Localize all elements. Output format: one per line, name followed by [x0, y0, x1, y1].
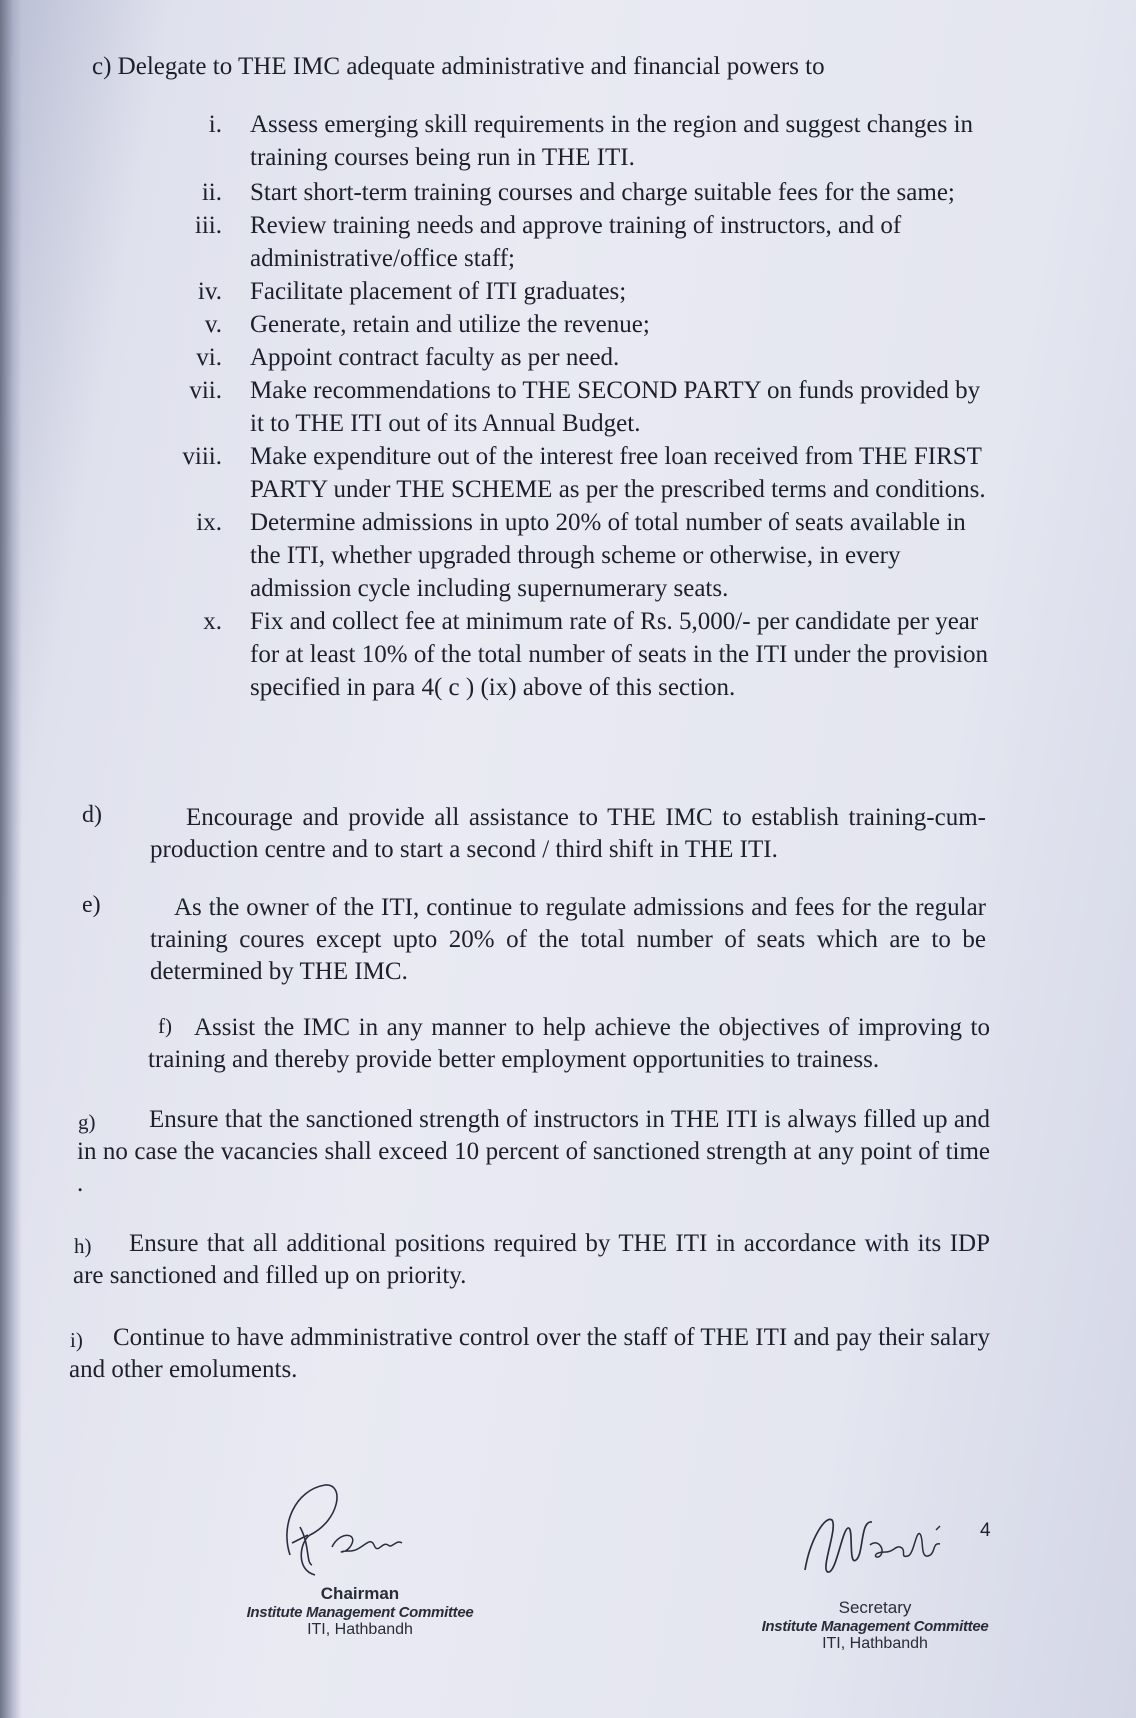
section-d-text: Encourage and provide all assistance to THE IMC to establish training-cum-production centre and to start a second / third shift in THE ITI.	[150, 804, 986, 863]
list-item	[160, 108, 1000, 174]
chairman-org: Institute Management Committee	[246, 1604, 474, 1621]
chairman-signature	[270, 1475, 440, 1585]
list-item-text: Determine admissions in upto 20% of total number of seats available in the ITI, whether upgraded through scheme or otherwise, in every admission cycle including supernumerary seats.	[250, 509, 966, 602]
list-item-number: x.	[203, 608, 222, 635]
list-item-text: Fix and collect fee at minimum rate of Rs. 5,000/- per candidate per year for at least 10% of the total number of seats in the ITI under the provision specified in para 4( c ) (ix) above of this section.	[250, 608, 988, 701]
list-item-text: Facilitate placement of ITI graduates;	[250, 278, 627, 305]
section-h-label: h)	[74, 1234, 92, 1258]
list-item-number: vii.	[189, 377, 222, 404]
section-f-label: f)	[158, 1014, 172, 1038]
section-h-text: Ensure that all additional positions required by THE ITI in accordance with its IDP are sanctioned and filled up on priority.	[73, 1230, 990, 1289]
section-i-label: i)	[70, 1328, 83, 1352]
list-item-number: v.	[204, 311, 222, 338]
list-item-text: Appoint contract faculty as per need.	[250, 344, 620, 371]
secretary-role: Secretary	[838, 1598, 912, 1617]
secretary-location: ITI, Hathbandh	[822, 1635, 928, 1652]
page-edge-shadow	[0, 0, 22, 1718]
list-item	[160, 440, 1000, 506]
list-item-text: Review training needs and approve training of instructors, and of administrative/office staff;	[250, 212, 902, 272]
list-item-text: Make expenditure out of the interest free loan received from THE FIRST PARTY under THE SCHEME as per the prescribed terms and conditions.	[250, 443, 986, 503]
secretary-signature	[790, 1500, 960, 1595]
page-number: 4	[980, 1520, 991, 1541]
chairman-signature-block	[240, 1584, 480, 1639]
section-d-label: d)	[82, 802, 102, 828]
list-item-number: iv.	[197, 278, 222, 305]
list-item	[160, 209, 1000, 275]
section-e-text: As the owner of the ITI, continue to regulate admissions and fees for the regular training coures except upto 20% of the total number of seats which are to be determined by THE IMC.	[150, 894, 986, 985]
list-item	[160, 605, 1000, 704]
list-item	[160, 341, 1000, 374]
secretary-signature-block	[750, 1598, 1000, 1653]
chairman-location: ITI, Hathbandh	[307, 1621, 413, 1638]
list-item-number: iii.	[194, 212, 222, 239]
section-g-text: Ensure that the sanctioned strength of instructors in THE ITI is always filled up and in no case the vacancies shall exceed 10 percent of sanctioned strength at any point of time .	[77, 1106, 990, 1197]
list-item-text: Make recommendations to THE SECOND PARTY on funds provided by it to THE ITI out of its Annual Budget.	[250, 377, 981, 437]
list-item	[160, 308, 1000, 341]
list-item	[160, 275, 1000, 308]
section-c-heading: c) Delegate to THE IMC adequate administrative and financial powers to	[92, 53, 825, 80]
section-c-list	[160, 108, 1000, 704]
list-item-number: ii.	[201, 179, 222, 206]
list-item-number: vi.	[196, 344, 222, 371]
chairman-role: Chairman	[320, 1584, 400, 1603]
list-item	[160, 374, 1000, 440]
list-item-text: Start short-term training courses and charge suitable fees for the same;	[250, 179, 955, 206]
list-item-text: Generate, retain and utilize the revenue;	[250, 311, 650, 338]
section-g-label: g)	[78, 1110, 96, 1134]
section-i-text: Continue to have admministrative control over the staff of THE ITI and pay their salary and other emoluments.	[69, 1324, 990, 1383]
list-item-number: i.	[208, 111, 222, 138]
list-item	[160, 176, 1000, 209]
list-item-number: ix.	[196, 509, 222, 536]
list-item-number: viii.	[182, 443, 222, 470]
list-item	[160, 506, 1000, 605]
list-item-text: Assess emerging skill requirements in the region and suggest changes in training courses being run in THE ITI.	[250, 111, 974, 171]
section-f-text: Assist the IMC in any manner to help achieve the objectives of improving to training and thereby provide better employment opportunities to trainess.	[148, 1014, 990, 1073]
section-e-label: e)	[82, 892, 101, 918]
secretary-org: Institute Management Committee	[761, 1618, 989, 1635]
